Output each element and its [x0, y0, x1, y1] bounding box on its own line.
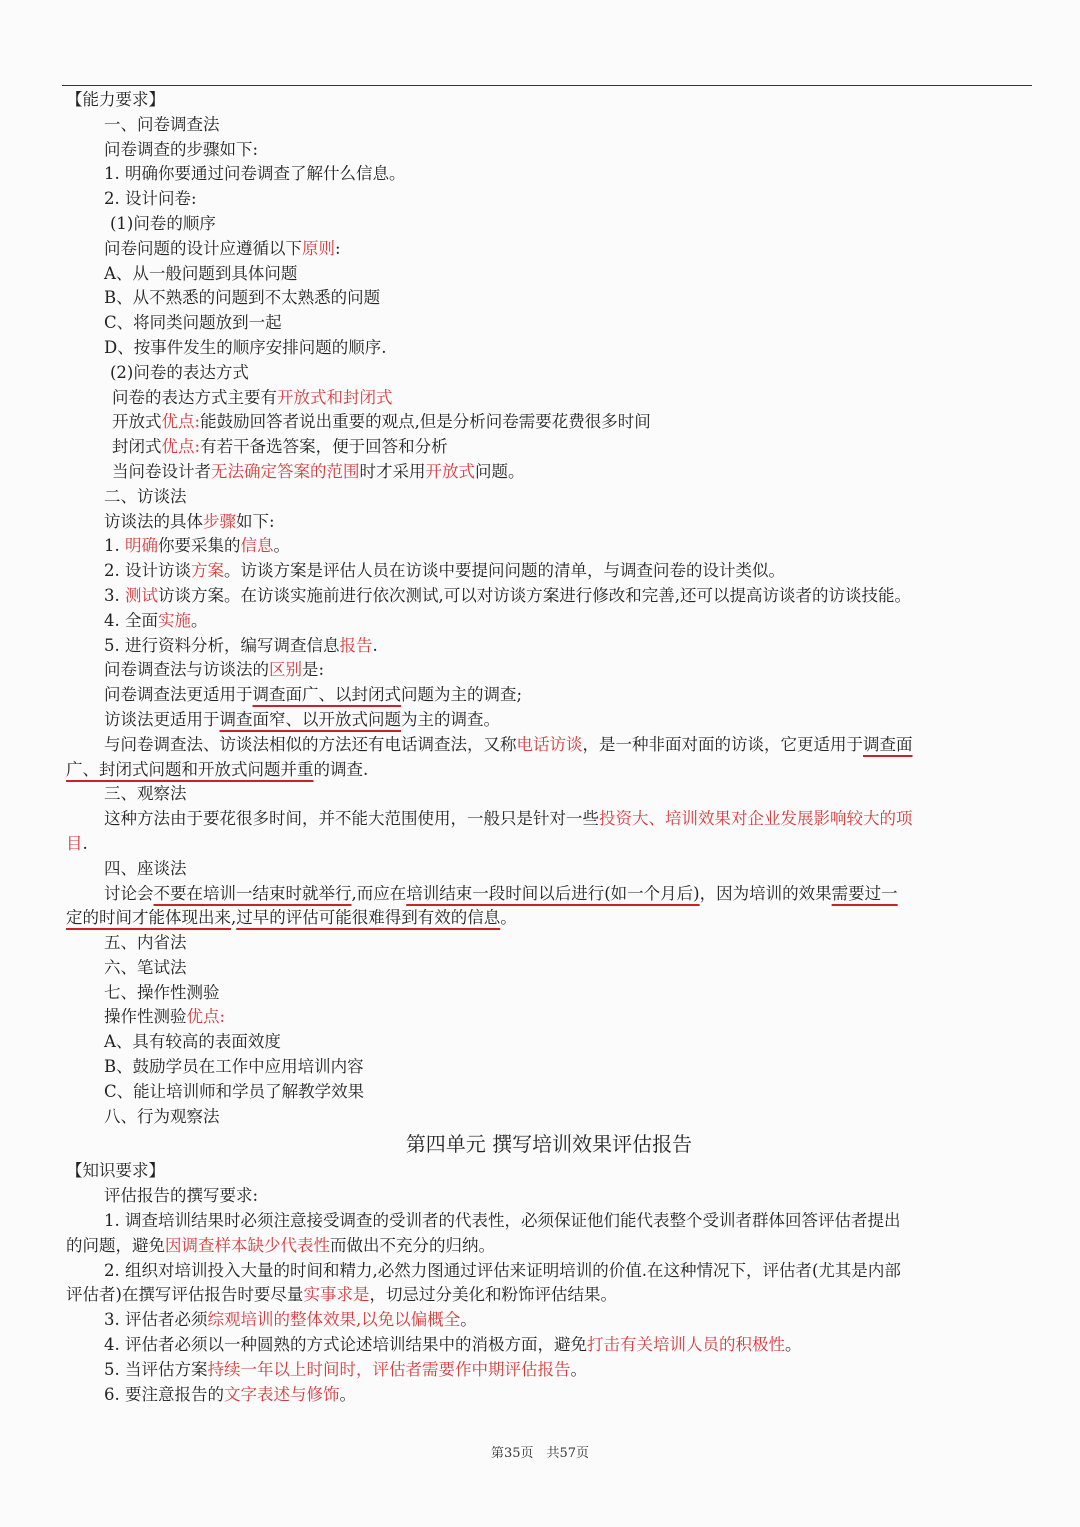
s1-step-1: 1. 明确你要通过问卷调查了解什么信息。: [104, 164, 406, 184]
s2-step-5: 5. 进行资料分析，编写调查信息报告.: [104, 635, 378, 655]
k1-line-2: 的问题，避免因调查样本缺少代表性而做出不充分的归纳。: [66, 1235, 495, 1255]
section-2-title: 二、访谈法: [104, 486, 187, 506]
section-3-title: 三、观察法: [104, 784, 187, 804]
s1-sub-2: (2)问卷的表达方式: [110, 362, 249, 382]
k5: 5. 当评估方案持续一年以上时间时，评估者需要作中期评估报告。: [104, 1359, 587, 1379]
k4: 4. 评估者必须以一种圆熟的方式论述培训结果中的消极方面，避免打击有关培训人员的积极性。: [104, 1335, 802, 1355]
s2-intro: 访谈法的具体步骤如下:: [104, 511, 275, 531]
k6: 6. 要注意报告的文字表述与修饰。: [104, 1384, 356, 1404]
s7-item-a: A、具有较高的表面效度: [104, 1032, 281, 1052]
diff-1: 问卷调查法更适用于调查面广、以封闭式问题为主的调查;: [104, 685, 523, 705]
knowledge-intro: 评估报告的撰写要求:: [104, 1186, 259, 1206]
s1-item-a: A、从一般问题到具体问题: [104, 263, 298, 283]
section-8-title: 八、行为观察法: [104, 1106, 220, 1126]
s1-item-c: C、将同类问题放到一起: [104, 313, 282, 333]
section-6-title: 六、笔试法: [104, 957, 187, 977]
section-7-title: 七、操作性测验: [104, 982, 220, 1002]
s3-text-line-1: 这种方法由于要花很多时间，并不能大范围使用，一般只是针对一些投资大、培训效果对企业发展影响较大的项: [104, 809, 913, 829]
s1-item-d: D、按事件发生的顺序安排问题的顺序.: [104, 337, 387, 357]
s1-expr: 问卷的表达方式主要有开放式和封闭式: [112, 387, 393, 407]
s1-when: 当问卷设计者无法确定答案的范围时才采用开放式问题。: [112, 461, 525, 481]
k3: 3. 评估者必须综观培训的整体效果,以免以偏概全。: [104, 1310, 477, 1330]
s2-step-1: 1. 明确你要采集的信息。: [104, 536, 290, 556]
s2-step-4: 4. 全面实施。: [104, 610, 208, 630]
page-footer: 第35页 共57页: [490, 1446, 590, 1461]
top-rule: [62, 85, 1032, 86]
s7-item-c: C、能让培训师和学员了解教学效果: [104, 1081, 365, 1101]
s1-principle: 问卷问题的设计应遵循以下原则:: [104, 238, 341, 258]
document-body: [66, 88, 1032, 1407]
diff-2: 访谈法更适用于调查面窄、以开放式问题为主的调查。: [104, 709, 500, 729]
s3-text-line-2: 目.: [66, 833, 88, 853]
s2-step-2: 2. 设计访谈方案。访谈方案是评估人员在访谈中要提问问题的清单，与调查问卷的设计类似。: [104, 561, 785, 581]
phone-line-1: 与问卷调查法、访谈法相似的方法还有电话调查法，又称电话访谈，是一种非面对面的访谈，它更适用于调查面: [104, 734, 913, 754]
section-1-title: 一、问卷调查法: [104, 114, 220, 134]
k2-line-2: 评估者)在撰写评估报告时要尽量实事求是，切忌过分美化和粉饰评估结果。: [66, 1285, 617, 1305]
s7-item-b: B、鼓励学员在工作中应用培训内容: [104, 1057, 364, 1077]
k2-line-1: 2. 组织对培训投入大量的时间和精力,必然力图通过评估来证明培训的价值.在这种情况下，评估者(尤其是内部: [104, 1260, 901, 1280]
unit-title: 第四单元 撰写培训效果评估报告: [405, 1132, 693, 1157]
k1-line-1: 1. 调查培训结果时必须注意接受调查的受训者的代表性，必须保证他们能代表整个受训者群体回答评估者提出: [104, 1211, 901, 1231]
phone-line-2: 广、封闭式问题和开放式问题并重的调查.: [66, 759, 369, 779]
s4-text-line-2: 定的时间才能体现出来,过早的评估可能很难得到有效的信息。: [66, 908, 517, 928]
knowledge-header: 【知识要求】: [66, 1161, 165, 1181]
s2-step-3: 3. 测试访谈方案。在访谈实施前进行依次测试,可以对访谈方案进行修改和完善,还可以提高访谈者的访谈技能。: [104, 585, 911, 605]
s1-intro: 问卷调查的步骤如下:: [104, 139, 259, 159]
s1-step-2: 2. 设计问卷:: [104, 189, 197, 209]
diff-intro: 问卷调查法与访谈法的区别是:: [104, 660, 325, 680]
s1-sub-1: (1)问卷的顺序: [110, 213, 216, 233]
s7-adv: 操作性测验优点:: [104, 1007, 226, 1027]
s1-open: 开放式优点:能鼓励回答者说出重要的观点,但是分析问卷需要花费很多时间: [112, 412, 651, 432]
s4-text-line-1: 讨论会不要在培训一结束时就举行,而应在培训结束一段时间以后进行(如一个月后)，因为培训的效果需要过一: [104, 883, 898, 903]
section-5-title: 五、内省法: [104, 933, 187, 953]
s1-closed: 封闭式优点:有若干备选答案，便于回答和分析: [112, 437, 448, 457]
section-4-title: 四、座谈法: [104, 858, 187, 878]
ability-header: 【能力要求】: [66, 90, 165, 109]
s1-item-b: B、从不熟悉的问题到不太熟悉的问题: [104, 288, 381, 308]
